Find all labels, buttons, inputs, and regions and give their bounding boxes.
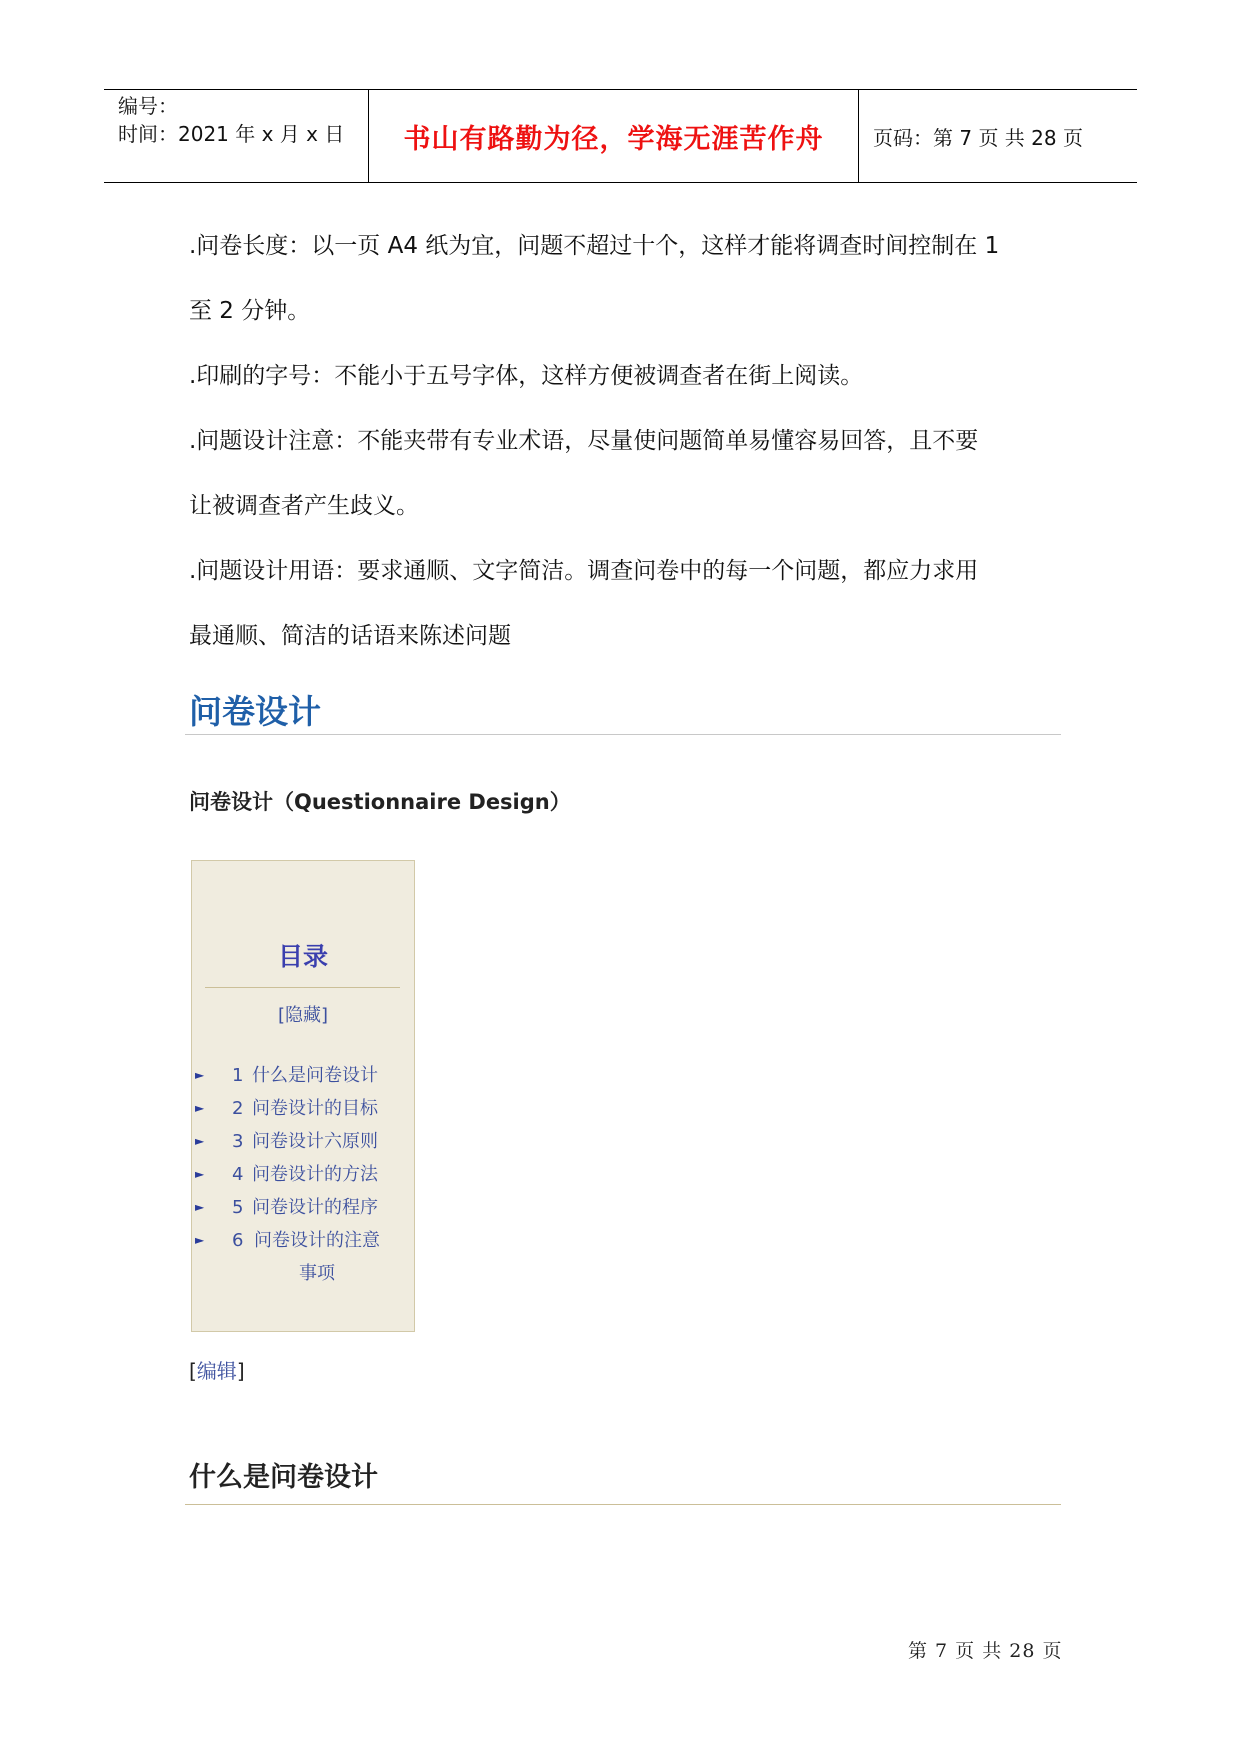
bullet-icon: ► xyxy=(195,1167,205,1181)
subsection-divider xyxy=(185,1504,1061,1505)
toc-item-number: 3 xyxy=(232,1131,244,1152)
bullet-icon: ► xyxy=(195,1068,205,1082)
bullet-icon: ► xyxy=(195,1134,205,1148)
toc-item-label: 问卷设计六原则 xyxy=(252,1131,378,1152)
body-line-1: .问卷长度：以一页 A4 纸为宜，问题不超过十个，这样才能将调查时间控制在 1 xyxy=(189,233,1000,259)
toc-divider xyxy=(205,987,400,988)
header-time-label: 时间：2021 年 x 月 x 日 xyxy=(118,122,345,146)
edit-bracket-open: [ xyxy=(189,1359,197,1383)
toc-item-label: 什么是问卷设计 xyxy=(252,1065,378,1086)
header-motto: 书山有路勤为径，学海无涯苦作舟 xyxy=(369,90,859,182)
toc-item-label: 问卷设计的注意事项 xyxy=(254,1230,380,1284)
body-line-7: 最通顺、简洁的话语来陈述问题 xyxy=(189,623,511,649)
toc-item-number: 4 xyxy=(232,1164,244,1185)
section-divider xyxy=(185,734,1061,735)
toc-item-1[interactable] xyxy=(192,1059,414,1092)
bullet-icon: ► xyxy=(195,1101,205,1115)
toc-item-number: 6 xyxy=(232,1230,244,1251)
bullet-icon: ► xyxy=(195,1233,205,1247)
body-line-5: 让被调查者产生歧义。 xyxy=(189,493,419,519)
page-footer: 第 7 页 共 28 页 xyxy=(908,1640,1063,1662)
toc-item-3[interactable] xyxy=(192,1125,414,1158)
toc-item-2[interactable] xyxy=(192,1092,414,1125)
toc-hide-link[interactable]: [隐藏] xyxy=(277,1005,329,1026)
toc-title: 目录 xyxy=(277,942,328,971)
body-line-4: .问题设计注意：不能夹带有专业术语，尽量使问题简单易懂容易回答，且不要 xyxy=(189,428,979,454)
edit-section xyxy=(189,1355,245,1384)
toc-item-4[interactable] xyxy=(192,1158,414,1191)
toc-item-number: 1 xyxy=(232,1065,244,1086)
toc-list xyxy=(192,1059,414,1290)
toc-item-number: 2 xyxy=(232,1098,244,1119)
toc-item-5[interactable] xyxy=(192,1191,414,1224)
header-page-code: 页码：第 7 页 共 28 页 xyxy=(873,125,1083,150)
body-line-6: .问题设计用语：要求通顺、文字简洁。调查问卷中的每一个问题，都应力求用 xyxy=(189,558,979,584)
toc-item-label: 问卷设计的目标 xyxy=(252,1098,378,1119)
page-header xyxy=(104,89,1137,183)
header-number-label: 编号： xyxy=(118,94,178,118)
table-of-contents xyxy=(191,860,415,1332)
section-title: 问卷设计 xyxy=(189,692,321,731)
bullet-icon: ► xyxy=(195,1200,205,1214)
toc-item-label: 问卷设计的方法 xyxy=(252,1164,378,1185)
toc-item-label: 问卷设计的程序 xyxy=(252,1197,378,1218)
body-line-3: .印刷的字号：不能小于五号字体，这样方便被调查者在街上阅读。 xyxy=(189,363,864,389)
body-line-2: 至 2 分钟。 xyxy=(189,298,311,324)
section-subtitle: 问卷设计（Questionnaire Design） xyxy=(189,790,571,814)
subsection-title: 什么是问卷设计 xyxy=(189,1462,378,1493)
edit-link[interactable]: 编辑 xyxy=(196,1359,237,1383)
header-info-cell xyxy=(104,90,369,182)
toc-item-number: 5 xyxy=(232,1197,244,1218)
toc-item-6[interactable] xyxy=(192,1224,414,1290)
edit-bracket-close: ] xyxy=(236,1359,245,1383)
